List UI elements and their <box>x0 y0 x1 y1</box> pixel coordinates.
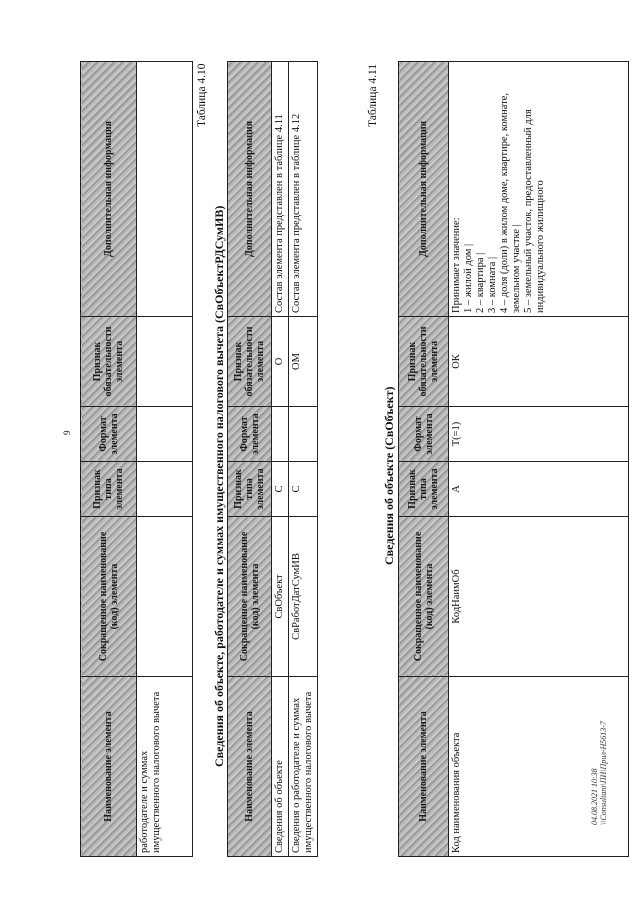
value-item: 3 – комната | <box>487 256 498 313</box>
col-header-format: Формат элемента <box>228 407 272 462</box>
top-table-block <box>80 61 193 857</box>
col-header-code: Сокращенное наименование (код) элемента <box>81 517 137 677</box>
caption-table-4-10: Таблица 4.10 <box>196 63 208 127</box>
cell-type: А <box>449 462 629 517</box>
title-table-4-10: Сведения об объекте, работодателе и суммах имущественного налогового вычета (СвОбъектРДСумИВ) <box>212 205 226 767</box>
col-header-format: Формат элемента <box>399 407 449 462</box>
col-header-format: Формат элемента <box>81 407 137 462</box>
table-row <box>289 62 318 857</box>
value-item: 2 – квартира | <box>475 252 486 313</box>
table-row <box>272 62 289 857</box>
value-item: 4 – доля (доли) в жилом доме, квартире, комнате, земельном участке | <box>499 93 522 313</box>
col-header-type: Признак типа элемента <box>228 462 272 517</box>
footer-stamp <box>590 721 608 825</box>
cell-name: работодателе и суммах имущественного налогового вычета <box>137 677 193 857</box>
values-intro: Принимает значение: <box>451 217 462 313</box>
table-4-10-block <box>227 61 318 857</box>
footer-date: 04.08.2021 10:38 <box>590 768 599 825</box>
value-item: 1 – жилой дом | <box>463 243 474 313</box>
cell-required: О <box>272 317 289 407</box>
cell-code: КодНаимОб <box>449 517 629 677</box>
cell-info: Состав элемента представлен в таблице 4.11 <box>272 62 289 317</box>
cell-info <box>137 62 193 317</box>
col-header-name: Наименование элемента <box>81 677 137 857</box>
cell-type: С <box>289 462 318 517</box>
cell-required: ОМ <box>289 317 318 407</box>
col-header-required: Признак обязательности элемента <box>228 317 272 407</box>
table-4-10 <box>227 61 318 857</box>
title-table-4-11: Сведения об объекте (СвОбъект) <box>382 386 396 565</box>
col-header-name: Наименование элемента <box>399 677 449 857</box>
cell-type: С <box>272 462 289 517</box>
cell-name: Сведения о работодателе и суммах имущественного налогового вычета <box>289 677 318 857</box>
col-header-code: Сокращенное наименование (код) элемента <box>228 517 272 677</box>
col-header-code: Сокращенное наименование (код) элемента <box>399 517 449 677</box>
cell-code: СвОбъект <box>272 517 289 677</box>
cell-info <box>449 62 629 317</box>
cell-format <box>289 407 318 462</box>
col-header-info: Дополнительная информация <box>399 62 449 317</box>
cell-info: Состав элемента представлен в таблице 4.12 <box>289 62 318 317</box>
page-number: 9 <box>62 430 72 435</box>
col-header-name: Наименование элемента <box>228 677 272 857</box>
cell-name: Код наименования объекта <box>449 677 629 857</box>
col-header-required: Признак обязательности элемента <box>81 317 137 407</box>
value-item: 5 – земельный участок, предоставленный для индивидуального жилищного <box>523 109 546 313</box>
col-header-type: Признак типа элемента <box>81 462 137 517</box>
cell-name: Сведения об объекте <box>272 677 289 857</box>
cell-type <box>137 462 193 517</box>
footer-path: \\Consultant\ПИ\Прил-Н5613-7 <box>599 721 608 825</box>
cell-code <box>137 517 193 677</box>
cell-required: ОК <box>449 317 629 407</box>
col-header-type: Признак типа элемента <box>399 462 449 517</box>
table-row <box>137 62 193 857</box>
caption-table-4-11: Таблица 4.11 <box>367 63 379 127</box>
cell-required <box>137 317 193 407</box>
col-header-required: Признак обязательности элемента <box>399 317 449 407</box>
col-header-info: Дополнительная информация <box>81 62 137 317</box>
cell-code: СвРаботДатСумИВ <box>289 517 318 677</box>
col-header-info: Дополнительная информация <box>228 62 272 317</box>
continuation-table <box>80 61 193 857</box>
cell-format <box>137 407 193 462</box>
cell-format <box>272 407 289 462</box>
cell-format: T(=1) <box>449 407 629 462</box>
